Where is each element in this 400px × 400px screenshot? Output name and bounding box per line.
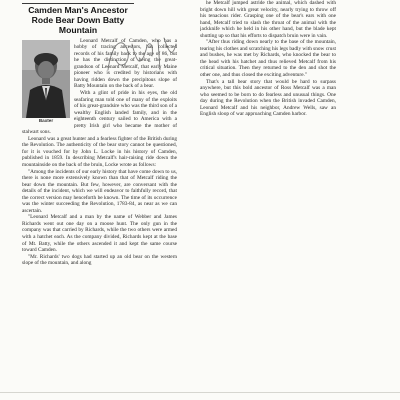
paragraph-5: "Leonard Metcalf and a man by the name of Webber and James Richards went out one day on a moose hunt. The only gun in the company was that carried by Richards, while the two others were armed with a hatchet each. As the company divided, Richards kept at the base of Mt. Batty, while the others ascended it and kept the same course toward Camden. bbox=[22, 214, 177, 254]
paragraph-7: he Metcalf jumped astride the animal, which dashed with bright down hill with great velocity, nearly trying to throw off his tenacious rider. Grasping one of the bear's ears with one hand, Metcalf tried to slash the throat of the animal with the jackknife which he held in his other hand, but the blade kept shutting up so that his efforts to dispatch bruin were in vain. bbox=[200, 0, 336, 39]
article-left-column bbox=[22, 3, 177, 399]
page-edge-line bbox=[0, 392, 400, 393]
article-right-column bbox=[200, 0, 336, 188]
headline-block bbox=[22, 3, 177, 36]
paragraph-9: That's a tall bear story that would be hard to surpass anywhere, but this bold ancestor of Ross Metcalf was a man who seemed to be born to do fearless and unusual things. One day during the Revolution when the British invaded Camden, Leonard Metcalf and his neighbor, Andrew Wells, saw an English sloop of war approaching Camden harbor. bbox=[200, 78, 336, 118]
paragraph-4: "Among the incidents of our early history that have come down to us, there is none more extensively known than that of Metcalf riding the bear down the mountain. But few, however, are conversant with the details of the incident, which we will endeavor to faithfully record, that the correct version may henceforth be known. The time of its occurrence was the winter succeeding the Revolution, 1783-84, as near as we can ascertain. bbox=[22, 168, 177, 214]
photo-caption: Baxter bbox=[38, 117, 54, 123]
paragraph-3: Leonard was a great hunter and a fearless fighter of the British during the Revolution. The authenticity of the bear story cannot be questioned, for it is vouched for by John L. Locke in his history of Camden, published in 1859. In describing Metcalf's hair-raising ride down the mountainside on the back of the bruin, Locke wrote as follows: bbox=[22, 135, 177, 168]
headline-line-3: Mountain bbox=[58, 25, 98, 36]
paragraph-8: "After thus riding down nearly to the base of the mountain, tearing his clothes and scratching his legs badly with snow crust and bushes, he was met by Richards, who knocked the bear to the head with his hatchet and thus relieved Metcalf from his critical situation. Then they returned to the den and shot the other one, and thus closed the exciting adventure." bbox=[200, 39, 336, 79]
portrait-photo bbox=[22, 40, 70, 118]
portrait-image bbox=[22, 40, 70, 118]
paragraph-6: "Mr. Richards' two dogs had started up an old bear on the western slope of the mountain, and along bbox=[22, 253, 177, 267]
portrait-photo-block bbox=[22, 40, 70, 124]
paragraph-2: With a glint of pride in his eyes, the old seafaring man told one of many of the exploits of his great-grandsire who was the third son of a wealthy English landed family, and in the eighteenth century sailed to America with a pretty Irish girl who became the mother of stalwart sons. bbox=[22, 89, 177, 136]
headline-line-2: Rode Bear Down Batty bbox=[31, 15, 125, 26]
paragraph-1: Leonard Metcalf of Camden, who has a hobby of tracing ancestors, has collected records of his family back to the age of 86, but he has the distinction of being the great-grandson of Leonard Metcalf, that early Maine pioneer who is credited by historians with having ridden down the precipitous slope of Batty Mountain on the back of a bear. bbox=[74, 37, 177, 90]
headline-rule bbox=[22, 3, 134, 4]
headline-line-1: Camden Man's Ancestor bbox=[28, 5, 128, 15]
